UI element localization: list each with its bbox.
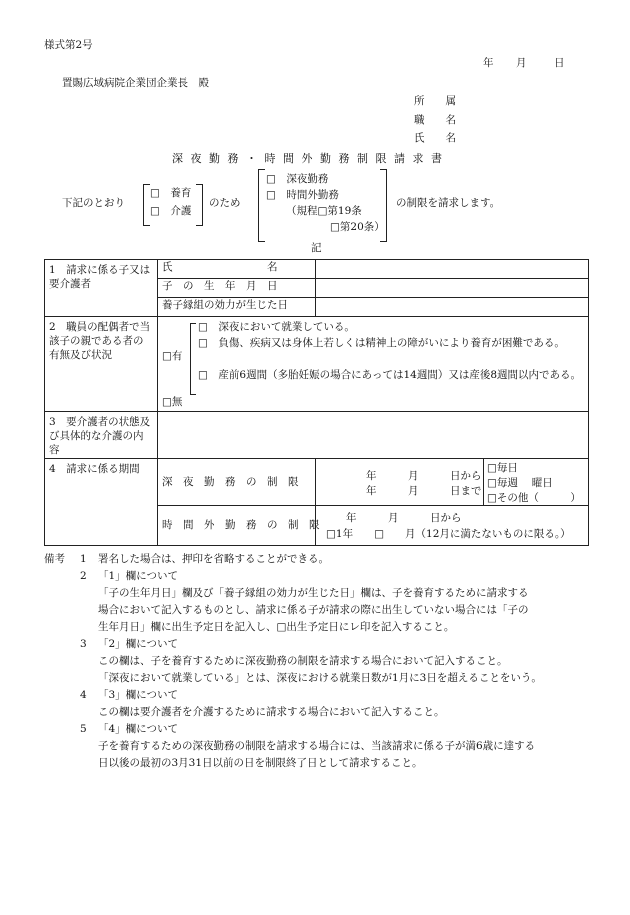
s4-overtime-label: 時 間 外 勤 務 の 制 限 [158, 506, 316, 546]
note-4-line: この欄は要介護者を介護するために請求する場合において記入すること。 [98, 706, 445, 718]
notes-section [44, 551, 592, 772]
s2-yes-option[interactable]: □有 [162, 350, 183, 362]
s1-birthdate-label: 子 の 生 年 月 日 [158, 279, 316, 298]
limit-option-night[interactable]: □ 深夜勤務 [266, 173, 329, 185]
note-2-line: 生年月日」欄に出生予定日を記入し、□出生予定日にレ印を記入すること。 [98, 621, 455, 633]
note-3-line: この欄は、子を養育するために深夜勤務の制限を請求する場合において記入すること。 [98, 655, 508, 667]
note-1-number: 1 [80, 553, 87, 565]
notes-heading: 備考 [44, 553, 65, 565]
note-5-heading: 「4」欄について [98, 723, 178, 735]
s2-item-illness[interactable]: □ 負傷、疾病又は身体上若しくは精神上の障がいにより養育が困難である。 [198, 337, 565, 349]
s2-item-pregnancy[interactable]: □ 産前6週間（多胎妊娠の場合にあっては14週間）又は産後8週間以内である。 [198, 369, 582, 381]
s1-birthdate-value[interactable] [316, 279, 589, 298]
addressee: 置賜広域病院企業団企業長 殿 [62, 77, 209, 89]
s4-ot-period[interactable]: □1年 □ 月（12月に満たないものに限る。） [326, 528, 571, 540]
s1-name-label: 氏 名 [158, 260, 316, 279]
date-day: 日 [554, 57, 565, 69]
limit-option-overtime[interactable]: □ 時間外勤務 [266, 189, 339, 201]
s3-value[interactable] [158, 412, 589, 459]
s4-freq-other[interactable]: □その他（ ） [487, 492, 581, 504]
s4-frequency [484, 459, 589, 506]
s2-bracket [190, 323, 196, 395]
s3-label: 3 要介護者の状態及び具体的な介護の内容 [45, 412, 158, 459]
page-title: 深 夜 勤 務 ・ 時 間 外 勤 務 制 限 請 求 書 [172, 152, 444, 165]
request-table [44, 259, 589, 546]
note-3-line: 「深夜において就業している」とは、深夜における就業日数が1月に3日を超えることをいう。 [98, 672, 542, 684]
s4-ot-from: 年 月 日から [346, 512, 462, 524]
s2-item-night[interactable]: □ 深夜において就業している。 [198, 321, 355, 333]
note-3-number: 3 [80, 638, 87, 650]
s4-night-label: 深 夜 勤 務 の 制 限 [158, 459, 316, 506]
s4-night-to: 年 月 日まで [366, 485, 482, 497]
s1-adoption-value[interactable] [316, 298, 589, 317]
note-2-line: 「子の生年月日」欄及び「養子縁組の効力が生じた日」欄は、子を養育するために請求する [98, 587, 529, 599]
request-suffix: の制限を請求します。 [396, 197, 501, 209]
note-4-number: 4 [80, 689, 87, 701]
limit-option-art19[interactable]: （規程□第19条 [286, 205, 362, 217]
field-name: 氏 名 [414, 132, 456, 144]
s1-label: 1 請求に係る子又は要介護者 [45, 260, 158, 317]
s4-label: 4 請求に係る期間 [45, 459, 158, 546]
note-2-heading: 「1」欄について [98, 570, 178, 582]
s2-status-cell [158, 317, 589, 412]
note-5-line: 日以後の最初の3月31日以前の日を制限終了日として請求すること。 [98, 757, 423, 769]
s4-overtime-period[interactable] [316, 506, 589, 546]
note-1-line: 署名した場合は、押印を省略することができる。 [98, 553, 329, 565]
note-5-number: 5 [80, 723, 87, 735]
s1-adoption-label: 養子縁組の効力が生じた日 [158, 298, 316, 317]
date-year: 年 [483, 57, 494, 69]
note-2-line: 場合において記入するものとし、請求に係る子が請求の際に出生していない場合には「子の [98, 604, 529, 616]
reason-bracket-right [196, 184, 203, 226]
reason-option-nursing[interactable]: □ 介護 [150, 205, 192, 217]
s4-night-period[interactable] [316, 459, 484, 506]
s2-no-option[interactable]: □無 [162, 396, 183, 408]
reason-option-care[interactable]: □ 養育 [150, 187, 192, 199]
limit-bracket-left [258, 169, 265, 242]
note-2-number: 2 [80, 570, 87, 582]
s2-label: 2 職員の配偶者で当該子の親である者の有無及び状況 [45, 317, 158, 412]
s1-name-value[interactable] [316, 260, 589, 279]
note-3-heading: 「2」欄について [98, 638, 178, 650]
form-number: 様式第2号 [44, 39, 93, 51]
ki-label: 記 [311, 242, 322, 254]
note-4-heading: 「3」欄について [98, 689, 178, 701]
limit-option-art20[interactable]: □第20条） [330, 221, 385, 233]
reason-bracket-left [143, 184, 150, 226]
note-5-line: 子を養育するための深夜勤務の制限を請求する場合には、当該請求に係る子が満6歳に達する [98, 740, 536, 752]
field-affiliation: 所 属 [414, 95, 456, 107]
s4-night-from: 年 月 日から [366, 470, 482, 482]
field-position: 職 名 [414, 114, 456, 126]
s4-freq-daily[interactable]: □毎日 [487, 462, 518, 474]
date-month: 月 [516, 57, 527, 69]
s4-freq-weekly[interactable]: □毎週 曜日 [487, 477, 553, 489]
request-middle: のため [209, 197, 241, 209]
request-prefix: 下記のとおり [62, 197, 125, 209]
